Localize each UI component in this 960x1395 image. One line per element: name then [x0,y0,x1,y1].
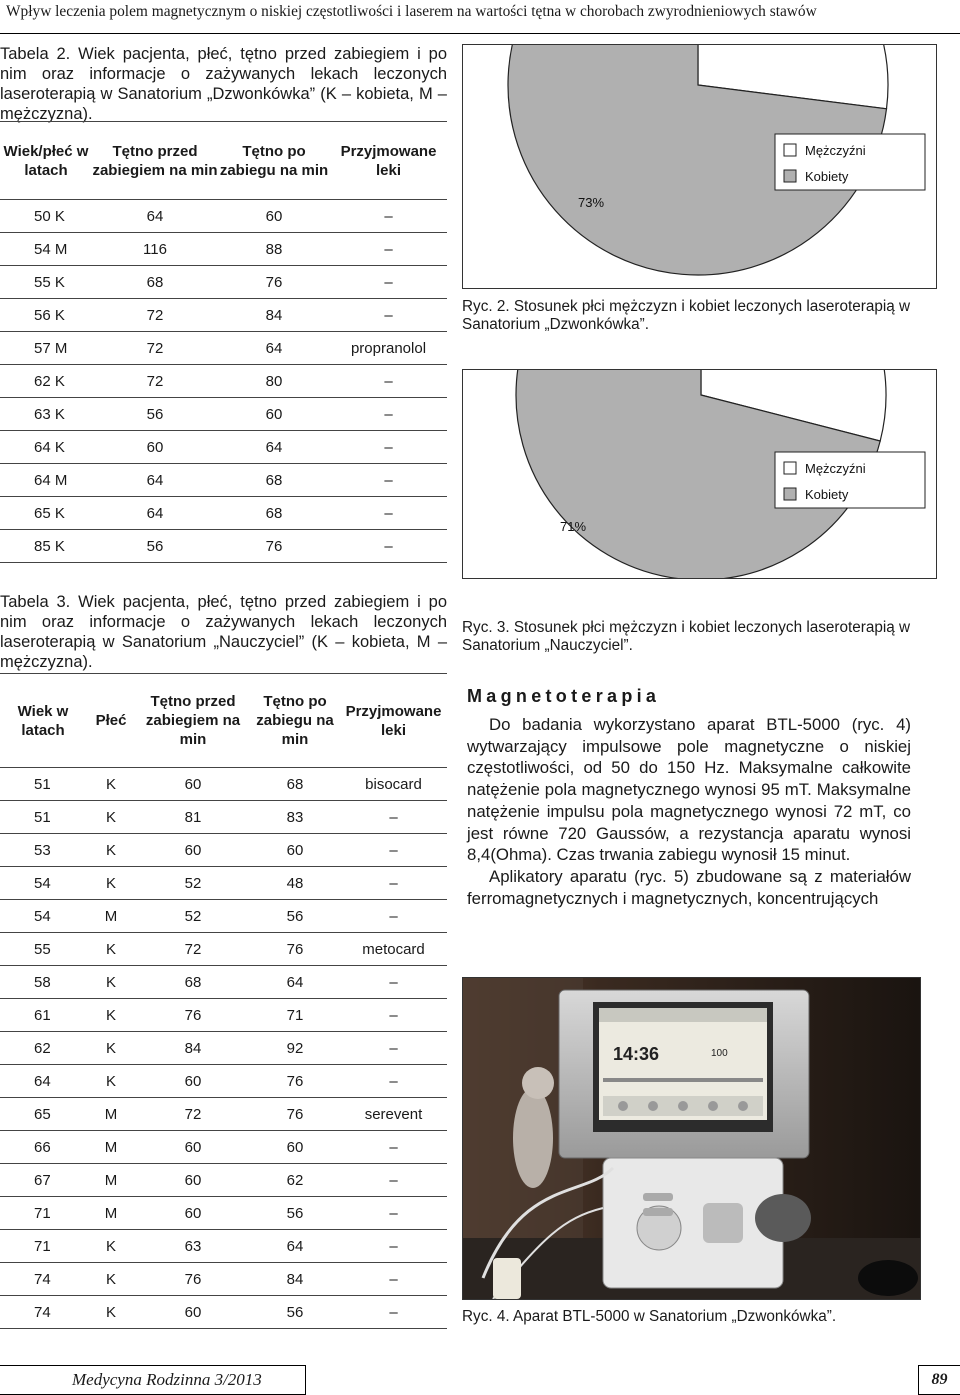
cell-medication: – [389,1237,398,1255]
cell-medication: – [389,907,398,925]
cell-pulse-after: 76 [286,1072,304,1090]
table3-header-sex: Płeć [95,712,127,729]
cell-medication: – [389,1138,398,1156]
table-row [0,464,447,497]
cell-sex: M [104,907,118,925]
cell-pulse-before: 60 [184,1072,202,1090]
cell-pulse-before: 68 [146,273,164,291]
cell-sex: M [104,1138,118,1156]
cell-medication: – [384,240,393,258]
cell-age: 61 [34,1006,51,1024]
ryc2-pie-svg [463,45,936,288]
section-paragraph-2: Aplikatory aparatu (ryc. 5) zbudowane są z materiałów ferromagnetycznych i magnetycznych, koncentrujących [467,866,911,908]
cell-pulse-after: 64 [286,973,304,991]
cell-pulse-before: 52 [184,907,202,925]
legend-swatch [784,144,796,156]
cell-medication: – [384,306,393,324]
cell-age-sex: 55 K [34,273,65,291]
cell-sex: K [105,874,116,892]
cell-sex: K [105,808,116,826]
cell-sex: K [105,973,116,991]
ryc4-caption: Ryc. 4. Aparat BTL-5000 w Sanatorium „Dzwonkówka”. [462,1308,837,1325]
cell-medication: – [389,1204,398,1222]
table-row [0,1263,447,1296]
legend-swatch [784,462,796,474]
cell-pulse-after: 68 [265,471,283,489]
cell-pulse-before: 81 [184,808,202,826]
table-row [0,999,447,1032]
ryc3-pie-svg [463,370,936,578]
cell-pulse-before: 72 [184,1105,202,1123]
ryc2-chart [462,44,937,289]
legend-label: Kobiety [805,169,849,184]
table-row [0,398,447,431]
cell-pulse-before: 60 [184,841,202,859]
cell-medication: – [384,405,393,423]
table2-header-pulse-after: Tętno po zabiegu na min [219,142,329,179]
table3-caption: Tabela 3. Wiek pacjenta, płeć, tętno przed zabiegiem i po nim oraz informacje o zażywanych lekach leczonych laseroterapią w Sanatorium „Nauczyciel” (K – kobieta, M – mężczyzna). [0,593,447,671]
cell-pulse-before: 72 [146,372,164,390]
cell-medication: – [389,1039,398,1057]
table-row [0,966,447,999]
cell-age-sex: 65 K [34,504,65,522]
table-row [0,1032,447,1065]
table2-header-medication: Przyjmowane leki [340,142,437,179]
cell-age: 64 [34,1072,51,1090]
cell-age-sex: 64 M [34,471,68,489]
cell-medication: – [389,808,398,826]
cell-medication: – [389,973,398,991]
table-row [0,768,447,801]
legend-label: Mężczyźni [805,143,866,158]
cell-age: 71 [34,1204,51,1222]
cell-pulse-before: 52 [184,874,202,892]
cell-pulse-after: 68 [265,504,283,522]
cell-pulse-after: 76 [286,1105,304,1123]
cell-pulse-after: 88 [265,240,283,258]
cell-pulse-after: 80 [265,372,283,390]
cell-pulse-before: 68 [184,973,202,991]
cell-pulse-before: 56 [146,537,164,555]
cell-sex: K [105,1270,116,1288]
table-row [0,801,447,834]
table2-header-row [0,122,447,200]
cell-pulse-before: 56 [146,405,164,423]
cell-age: 66 [34,1138,51,1156]
cell-medication: – [384,438,393,456]
table3-header-pulse-after: Tętno po zabiegu na min [256,693,334,748]
running-head: Wpływ leczenia polem magnetycznym o niskiej częstotliwości i laserem na wartości tętna w chorobach zwyrodnieniowych stawów [0,2,960,38]
cell-age: 54 [34,907,51,925]
cell-pulse-before: 76 [184,1270,202,1288]
cell-age: 54 [34,874,51,892]
cell-pulse-before: 72 [146,306,164,324]
cell-pulse-before: 60 [184,1138,202,1156]
cell-pulse-before: 64 [146,504,164,522]
cell-age: 55 [34,940,51,958]
cell-age: 74 [34,1270,51,1288]
cell-pulse-before: 60 [184,1204,202,1222]
legend-swatch [784,170,796,182]
cell-sex: M [104,1105,118,1123]
cell-pulse-before: 63 [184,1237,202,1255]
cell-age-sex: 57 M [34,339,68,357]
table-row [0,332,447,365]
cell-age-sex: 56 K [34,306,65,324]
table-row [0,200,447,233]
table3-header-medication: Przyjmowane leki [345,702,442,739]
legend-swatch [784,488,796,500]
cell-age-sex: 64 K [34,438,65,456]
cell-pulse-before: 60 [184,1171,202,1189]
cell-pulse-after: 60 [265,405,283,423]
cell-pulse-after: 64 [265,339,283,357]
table-row [0,1230,447,1263]
cell-pulse-after: 71 [286,1006,304,1024]
table-row [0,365,447,398]
cell-age-sex: 50 K [34,207,65,225]
cell-medication: propranolol [350,339,427,357]
cell-medication: metocard [362,940,425,958]
cell-sex: K [105,841,116,859]
cell-medication: – [389,1171,398,1189]
cell-medication: – [384,207,393,225]
ryc2-caption: Ryc. 2. Stosunek płci mężczyzn i kobiet leczonych laseroterapią w Sanatorium „Dzwonkówka”. [462,298,911,333]
cell-age: 53 [34,841,51,859]
table-row [0,900,447,933]
cell-medication: – [389,1303,398,1321]
table-row [0,933,447,966]
cell-medication: – [389,1072,398,1090]
cell-medication: – [384,471,393,489]
table2-header-age-sex: Wiek/płeć w latach [3,142,89,179]
table-row [0,1197,447,1230]
pie-slice-label: 71% [560,519,587,534]
cell-pulse-after: 68 [286,775,304,793]
cell-medication: – [384,273,393,291]
btl5000-photo [462,977,921,1300]
cell-pulse-before: 64 [146,471,164,489]
table3-header-row [0,674,447,768]
cell-age-sex: 85 K [34,537,65,555]
cell-pulse-after: 76 [265,537,283,555]
cell-pulse-after: 56 [286,1303,304,1321]
table-row [0,497,447,530]
cell-sex: K [105,1237,116,1255]
cell-pulse-after: 76 [286,940,304,958]
cell-age: 58 [34,973,51,991]
table3-header-age: Wiek w latach [17,702,69,739]
table2-caption: Tabela 2. Wiek pacjenta, płeć, tętno przed zabiegiem i po nim oraz informacje o zażywanych lekach leczonych laseroterapią w Sanatorium „Dzwonkówka” (K – kobieta, M – mężczyzna). [0,45,447,123]
table-row [0,530,447,563]
cell-pulse-before: 84 [184,1039,202,1057]
table-row [0,1098,447,1131]
section-body [467,714,911,909]
cell-pulse-after: 83 [286,808,304,826]
table-row [0,266,447,299]
table-row [0,834,447,867]
cell-pulse-after: 64 [265,438,283,456]
table-row [0,1131,447,1164]
cell-age: 65 [34,1105,51,1123]
cell-age: 71 [34,1237,51,1255]
cell-pulse-before: 76 [184,1006,202,1024]
cell-pulse-after: 84 [265,306,283,324]
table-row [0,1296,447,1329]
cell-pulse-after: 60 [265,207,283,225]
cell-sex: K [105,1072,116,1090]
cell-pulse-after: 60 [286,841,304,859]
cell-medication: – [384,372,393,390]
cell-pulse-after: 56 [286,907,304,925]
cell-age: 67 [34,1171,51,1189]
cell-medication: – [389,874,398,892]
legend-label: Kobiety [805,487,849,502]
ryc3-chart [462,369,937,579]
cell-medication: – [389,1270,398,1288]
table3-header-pulse-before: Tętno przed zabiegiem na min [145,693,241,748]
footer-journal: Medycyna Rodzinna 3/2013 [0,1365,306,1395]
cell-pulse-before: 64 [146,207,164,225]
cell-sex: M [104,1171,118,1189]
table-row [0,1164,447,1197]
cell-pulse-before: 60 [146,438,164,456]
cell-medication: bisocard [365,775,422,793]
table2-header-pulse-before: Tętno przed zabiegiem na min [92,142,218,179]
cell-pulse-after: 84 [286,1270,304,1288]
cell-pulse-before: 72 [184,940,202,958]
cell-medication: – [389,841,398,859]
cell-sex: K [105,1039,116,1057]
ryc3-caption: Ryc. 3. Stosunek płci mężczyzn i kobiet leczonych laseroterapią w Sanatorium „Nauczyciel”. [462,619,911,654]
cell-age: 51 [34,775,51,793]
table3 [0,673,447,1329]
table-row [0,299,447,332]
cell-pulse-before: 116 [143,240,167,258]
cell-pulse-after: 64 [286,1237,304,1255]
cell-pulse-before: 60 [184,775,202,793]
cell-pulse-after: 92 [286,1039,304,1057]
cell-medication: – [384,504,393,522]
photo-screen-value: 100 [711,1048,728,1059]
cell-age: 62 [34,1039,51,1057]
cell-sex: K [105,775,116,793]
cell-medication: – [389,1006,398,1024]
legend-label: Mężczyźni [805,461,866,476]
cell-sex: K [105,1006,116,1024]
cell-age: 51 [34,808,51,826]
photo-screen-time: 14:36 [613,1044,660,1064]
section-paragraph-1: Do badania wykorzystano aparat BTL-5000 (ryc. 4) wytwarzający impulsowe pole magnetyczne o niskiej częstotliwości, od 50 do 150 Hz. Maksymalne całkowite natężenie pola magnetycznego wynosi 95 mT. Maksymalne natężenie impulsu pola magnetycznego wynosi 72 mT, co jest równe 720 Gaussów, a rezystancja aparatu wynosi 8,4(Ohma). Czas trwania zabiegu wynosił 15 minut. [467,715,911,865]
cell-pulse-after: 62 [286,1171,304,1189]
cell-age-sex: 63 K [34,405,65,423]
cell-age-sex: 62 K [34,372,65,390]
cell-pulse-before: 60 [184,1303,202,1321]
cell-medication: – [384,537,393,555]
btl5000-device-image [463,978,920,1299]
pie-slice-label: 73% [578,195,605,210]
footer-page-number: 89 [918,1365,960,1395]
cell-age: 74 [34,1303,51,1321]
table-row [0,431,447,464]
table2 [0,121,447,563]
cell-sex: M [104,1204,118,1222]
cell-pulse-before: 72 [146,339,164,357]
table-row [0,1065,447,1098]
table-row [0,867,447,900]
cell-pulse-after: 56 [286,1204,304,1222]
cell-pulse-after: 76 [265,273,283,291]
cell-sex: K [105,1303,116,1321]
cell-sex: K [105,940,116,958]
cell-medication: serevent [364,1105,423,1123]
cell-age-sex: 54 M [34,240,68,258]
section-title: Magnetoterapia [467,686,661,706]
table-row [0,233,447,266]
cell-pulse-after: 48 [286,874,304,892]
cell-pulse-after: 60 [286,1138,304,1156]
